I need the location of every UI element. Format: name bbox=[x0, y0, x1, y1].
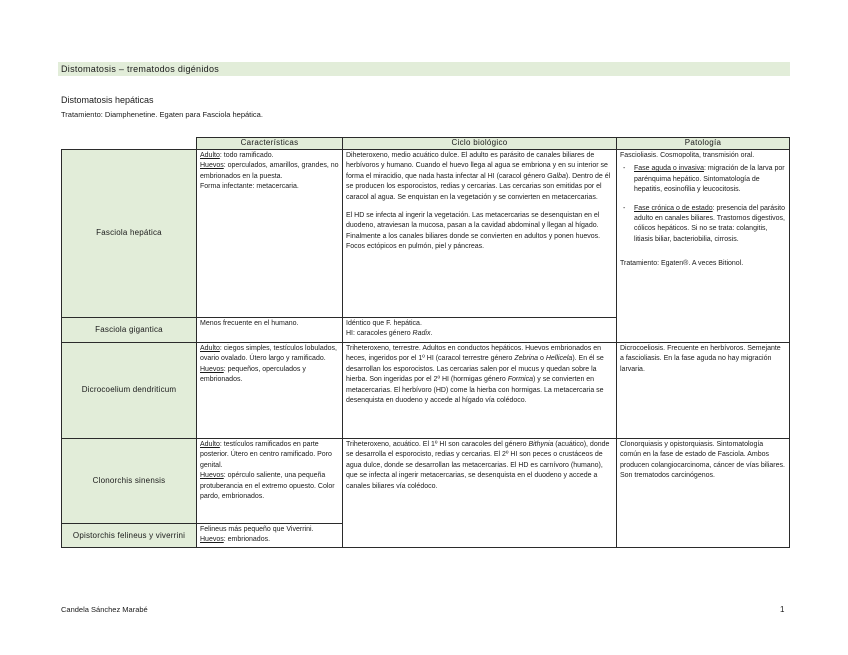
cell-ciclo bbox=[343, 150, 617, 318]
cell-ciclo: Idéntico que F. hepática. HI: caracoles género Radix. bbox=[343, 318, 617, 343]
document-title: Distomatosis – trematodos digénidos bbox=[58, 62, 790, 76]
cell-patologia bbox=[617, 150, 790, 343]
cell-caracteristicas: Menos frecuente en el humano. bbox=[197, 318, 343, 343]
row-name: Fasciola gigantica bbox=[62, 318, 197, 343]
table-row bbox=[62, 439, 790, 524]
ciclo-paragraph: El HD se infecta al ingerir la vegetación. Las metacercarias se desenquistan en el duodeno, atraviesan la mucosa, pasan a la cavidad abdominal y llegan al hígado. Finalmente a los canales biliares donde se convierten en adultos y ponen huevos. Focos ectópicos en pulmón, piel y páncreas. bbox=[346, 212, 601, 251]
row-name: Clonorchis sinensis bbox=[62, 439, 197, 524]
row-name: Dicrocoelium dendriticum bbox=[62, 343, 197, 439]
distomatosis-table bbox=[61, 137, 790, 548]
cell-patologia: Clonorquiasis y opistorquiasis. Sintomatología común en la fase de estado de Fasciola. Ambos producen colangiocarcinoma, cáncer de vías biliares. Son trematodos carcinógenos. bbox=[617, 439, 790, 548]
header-caracteristicas: Características bbox=[197, 138, 343, 150]
label-adulto: Adulto bbox=[200, 152, 220, 159]
row-name: Opistorchis felineus y viverrini bbox=[62, 524, 197, 548]
patologia-treatment: Tratamiento: Egaten®. A veces Bitionol. bbox=[620, 260, 744, 268]
adulto-text: : todo ramificado. bbox=[219, 152, 274, 159]
page-number: 1 bbox=[780, 605, 785, 614]
list-item: - Fase crónica o de estado: presencia del parásito adulto en canales biliares. Trastornos digestivos, cólicos hepáticos. Si no se trata: colangitis, litiasis biliar, bacteriobilia, cirrosis. bbox=[634, 204, 786, 246]
patologia-intro: Fascioliasis. Cosmopolita, transmisión oral. bbox=[620, 152, 755, 159]
cell-caracteristicas: Felineus más pequeño que Viverrini. Huevos: embrionados. bbox=[197, 524, 343, 548]
header-empty bbox=[62, 138, 197, 150]
cell-caracteristicas: Adulto: testículos ramificados en parte posterior. Útero en centro ramificado. Poro genital. Huevos: opérculo saliente, una pequeña protuberancia en el extremo opuesto. Color pardo, embrionados. bbox=[197, 439, 343, 524]
section-subtitle: Distomatosis hepáticas bbox=[61, 95, 154, 105]
footer-author: Candela Sánchez Marabé bbox=[61, 605, 148, 614]
ciclo-paragraph: Diheteroxeno, medio acuático dulce. El adulto es parásito de canales biliares de herbívoros y humano. Cuando el huevo llega al agua se embriona y en su interior se forma el miracidio, que nada hasta infectar al HI (caracol género Galba). Dentro de él se producen los esporocistos, redias y cercarias. Las cercarias son emitidas por el caracol al agua. Se enquistan en la vegetación y se convierten en metacercarias. bbox=[346, 152, 611, 201]
cell-ciclo: Triheteroxeno, terrestre. Adultos en conductos hepáticos. Huevos embrionados en heces, ingeridos por el 1º HI (caracol terrestre género Zebrina o Hellicela). En él se desarrollan los esporocistos. Las cercarias salen por el mucus y quedan sobre la hierba. Son ingeridas por el 2º HI (hormigas género Formica) y se convierten en metacercarias. El herbívoro (HD) come la hierba con hormigas. La metacercaria se desenquista en duodeno y accede al hígado vía colédoco. bbox=[343, 343, 617, 439]
list-item: - Fase aguda o invasiva: migración de la larva por parénquima hepático. Sintomatología de hepatitis, eosinofilia y leucocitosis. bbox=[634, 164, 786, 195]
treatment-note: Tratamiento: Diamphenetine. Egaten para Fasciola hepática. bbox=[61, 110, 263, 119]
cell-patologia: Dicrocoeliosis. Frecuente en herbívoros. Semejante a fascioliasis. En la fase aguda no hay migración larvaria. bbox=[617, 343, 790, 439]
huevos-text: : operculados, amarillos, grandes, no embrionados en la puesta. bbox=[200, 162, 339, 180]
table-row bbox=[62, 150, 790, 318]
label-huevos: Huevos bbox=[200, 162, 224, 170]
cell-ciclo: Triheteroxeno, acuático. El 1º HI son caracoles del género Bithynia (acuático), donde se desarrolla el esporocisto, redias y cercarias. El 2º HI son peces o crustáceos de agua dulce, donde se desarrollan las metacercarias. El HD es carnívoro (humano), que se infecta al ingerir metacercarias, se desenquista en el duodeno y accede a canales biliares vía colédoco. bbox=[343, 439, 617, 548]
forma-infectante: Forma infectante: metacercaria. bbox=[200, 183, 299, 191]
cell-caracteristicas: Adulto: ciegos simples, testículos lobulados, ovario ovalado. Útero largo y ramificado. Huevos: pequeños, operculados y embrionados. bbox=[197, 343, 343, 439]
header-ciclo: Ciclo biológico bbox=[343, 138, 617, 150]
table-header-row bbox=[62, 138, 790, 150]
cell-caracteristicas bbox=[197, 150, 343, 318]
phase-list bbox=[620, 164, 786, 245]
row-name: Fasciola hepática bbox=[62, 150, 197, 318]
header-patologia: Patología bbox=[617, 138, 790, 150]
table-row bbox=[62, 343, 790, 439]
